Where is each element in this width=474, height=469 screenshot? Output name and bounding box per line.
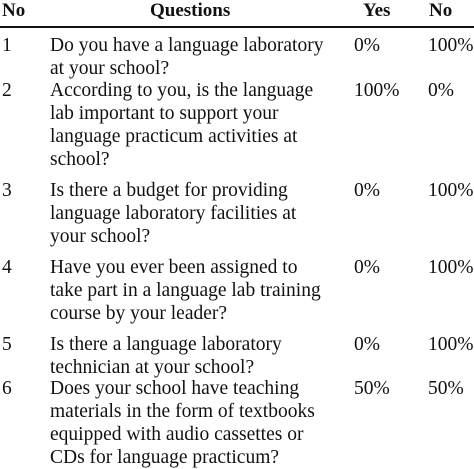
row-1-yes: 0% (354, 35, 380, 56)
row-4-question-line-1: Have you ever been assigned to (50, 257, 298, 278)
row-1-question-line-2: at your school? (50, 58, 170, 79)
row-2-question-line-1: According to you, is the language (50, 80, 314, 101)
row-2-question-line-2: lab important to support your (50, 103, 279, 124)
row-4-question-line-3: course by your leader? (50, 303, 228, 324)
row-1-no-answer: 100% (428, 35, 474, 56)
row-3-yes: 0% (354, 180, 380, 201)
row-5-yes: 0% (354, 334, 380, 355)
row-5-no-answer: 100% (428, 334, 474, 355)
row-3-question-line-3: your school? (50, 226, 151, 247)
row-2-no: 2 (2, 80, 12, 101)
row-2-question (50, 79, 313, 171)
row-6-question-line-4: CDs for language practicum? (50, 447, 280, 468)
header-no: No (2, 0, 26, 21)
row-6-question-line-2: materials in the form of textbooks (50, 401, 315, 422)
header-yes: Yes (363, 0, 391, 21)
header-questions: Questions (150, 0, 231, 21)
row-3-no-answer: 100% (428, 180, 474, 201)
row-4-yes: 0% (354, 257, 380, 278)
row-3-question-line-1: Is there a budget for providing (50, 180, 288, 201)
row-5-question-line-2: technician at your school? (50, 357, 255, 378)
row-6-question (50, 377, 315, 469)
row-6-yes: 50% (354, 378, 390, 399)
row-2-question-line-3: language practicum activities at (50, 126, 298, 147)
row-5-question (50, 333, 282, 379)
row-4-question (50, 256, 321, 325)
row-2-yes: 100% (354, 80, 400, 101)
row-6-question-line-1: Does your school have teaching (50, 378, 300, 399)
row-6-no-answer: 50% (428, 378, 464, 399)
row-1-no: 1 (2, 35, 12, 56)
header-no-answer: No (429, 0, 453, 21)
row-3-question (50, 179, 296, 248)
row-4-question-line-2: take part in a language lab training (50, 280, 321, 301)
header-rule (0, 26, 474, 28)
row-4-no-answer: 100% (428, 257, 474, 278)
row-1-question-line-1: Do you have a language laboratory (50, 35, 324, 56)
row-3-question-line-2: language laboratory facilities at (50, 203, 297, 224)
row-1-question (50, 34, 323, 80)
row-4-no: 4 (2, 257, 12, 278)
row-2-question-line-4: school? (50, 149, 110, 170)
row-5-no: 5 (2, 334, 12, 355)
row-6-question-line-3: equipped with audio cassettes or (50, 424, 304, 445)
row-2-no-answer: 0% (428, 80, 454, 101)
row-5-question-line-1: Is there a language laboratory (50, 334, 282, 355)
row-3-no: 3 (2, 180, 12, 201)
row-6-no: 6 (2, 378, 12, 399)
